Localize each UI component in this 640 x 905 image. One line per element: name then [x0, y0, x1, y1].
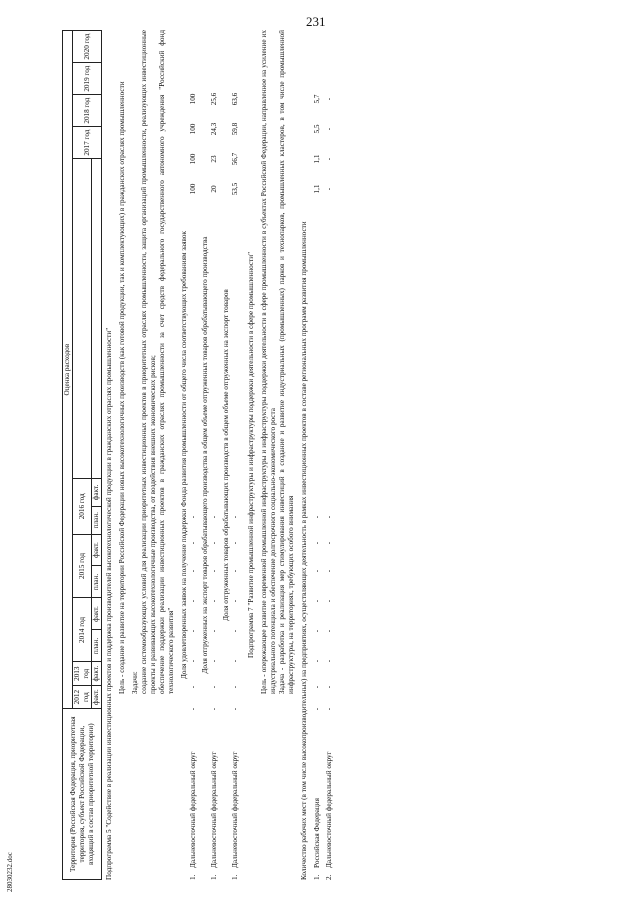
spacer — [73, 159, 92, 479]
value-2017: 20 — [210, 185, 218, 193]
value-2019: 59,8 — [231, 122, 239, 136]
value-2018: 1,1 — [313, 154, 321, 164]
document-body — [105, 30, 337, 880]
year-2016: 2016 год — [73, 479, 92, 534]
indicator-1-title: Доля удовлетворенных заявок на получение поддержки Фонда развития промышленности от общего числа соответствующих требованиям заявок — [180, 231, 188, 679]
value-2020: 63,6 — [231, 92, 239, 106]
row-number: 1. — [210, 874, 218, 880]
year-2013: 2013 год — [73, 662, 92, 685]
table-row: 1. Дальневосточный федеральный округ - - - - - - - - 100 100 100 100 — [189, 30, 201, 880]
value-2019: 100 — [189, 123, 197, 135]
indicator-4-title: Количество рабочих мест (в том числе высокопроизводительных) на предприятиях, осуществляющих деятельность в рамках инвестиционных проектов в составе региональных программ развития промышленности — [300, 221, 308, 880]
value-2018: - — [325, 157, 333, 161]
territory-header: Территория (Российская Федерация, приоритетная территория, субъект Российской Федерации, входящий в состав приоритетной территории) — [63, 709, 102, 880]
subprogram-7-title: Подпрограмма 7 "Развитие промышленной инфраструктуры и инфраструктуры поддержки деятельности в сфере промышленности" — [247, 252, 255, 658]
value-2017: 53,5 — [231, 182, 239, 196]
table-row: 1. Российская Федерация - - - - - - - - 1,1 1,1 5,5 5,7 — [313, 30, 325, 880]
year-2017: 2017 год — [73, 127, 102, 159]
year-2020: 2020 год — [73, 31, 102, 63]
goal-5: Цель - создание и развитие на территории Российской Федерации новых высокотехнологичных производств (как готовой продукции, так и комплектующих) в гражданских отраслях промышленности — [118, 81, 126, 694]
table-row: 2. Дальневосточный федеральный округ - - - - - - - - - - - - — [325, 30, 337, 880]
value-2020: - — [325, 97, 333, 101]
row-territory: Дальневосточный федеральный округ — [231, 751, 239, 868]
sub-fact: факт. — [92, 685, 102, 708]
indicator-2-title: Доля отгруженных на экспорт товаров обрабатывающего производства в общем объеме отгруженных товаров обрабатывающего производства — [201, 236, 209, 674]
task-7: Задача - разработка и реализация мер стимулирования инвестиций в создание и развитие индустриальных (промышленных) парков и технопарков, промышленных кластеров, в том числе промышленной инфраструктуры, на территориях, требующих особого внимания — [278, 30, 295, 694]
value-2020: 5,7 — [313, 94, 321, 104]
tasks-label: Задачи: — [131, 671, 139, 694]
sub-fact: факт. — [92, 598, 102, 630]
value-2018: 100 — [189, 153, 197, 165]
value-2019: 24,3 — [210, 122, 218, 136]
sub-fact: факт. — [92, 534, 102, 566]
row-territory: Российская Федерация — [313, 798, 321, 868]
sub-plan: план. — [92, 630, 102, 662]
value-2017: 100 — [189, 183, 197, 195]
page-number: 231 — [306, 14, 326, 29]
year-2015: 2015 год — [73, 534, 92, 598]
value-2018: 23 — [210, 155, 218, 163]
rotated-document — [62, 30, 622, 880]
row-territory: Дальневосточный федеральный округ — [189, 751, 197, 868]
value-2017: 1,1 — [313, 184, 321, 194]
sub-fact: факт. — [92, 479, 102, 507]
sub-plan: план. — [92, 566, 102, 598]
value-2019: 5,5 — [313, 124, 321, 134]
value-2019: - — [325, 127, 333, 131]
row-number: 1. — [231, 874, 239, 880]
sub-plan: план. — [92, 506, 102, 534]
task-5-1: создание системообразующих условий для реализации приоритетных инвестиционных проектов в приоритетных отраслях промышленности, защита организаций промышленности, реализующих инвестиционные проекты и развивающих высокотехнологичные производства, от воздействия внешних экономических рисков; — [140, 30, 157, 694]
indicator-3-title: Доля отгруженных товаров обрабатывающих производств в общем объеме отгруженных на экспорт товаров — [222, 289, 230, 621]
header-table — [62, 30, 102, 880]
goal-7: Цель - опережающее развитие современной промышленной инфраструктуры и инфраструктуры поддержки деятельности в сфере промышленности в субъектах Российской Федерации, направленное на усиление их индустриального потенциала и обеспечение долгосрочного социально-экономического роста — [260, 30, 277, 694]
value-2017: - — [325, 187, 333, 191]
row-territory: Дальневосточный федеральный округ — [325, 751, 333, 868]
value-2018: 56,7 — [231, 152, 239, 166]
year-2014: 2014 год — [73, 598, 92, 662]
year-2019: 2019 год — [73, 63, 102, 95]
footer-code: 28030232.doc — [6, 852, 14, 892]
year-2018: 2018 год — [73, 95, 102, 127]
value-2020: 100 — [189, 93, 197, 105]
value-2020: 25,6 — [210, 92, 218, 106]
task-5-2: обеспечение поддержки реализации инвестиционных проектов в гражданских отраслях промышленности за счет средств федерального государственного автономного учреждения "Российский фонд технологического развития" — [158, 30, 175, 694]
spacer — [92, 159, 102, 479]
row-territory: Дальневосточный федеральный округ — [210, 751, 218, 868]
table-row: 1. Дальневосточный федеральный округ - - - - - - - - 20 23 24,3 25,6 — [210, 30, 222, 880]
row-number: 2. — [325, 874, 333, 880]
subprogram-5-title: Подпрограмма 5 "Содействие в реализации инвестиционных проектов и поддержка производителей высокотехнологической продукции в гражданских отраслях промышленности" — [105, 327, 113, 880]
table-row: 1. Дальневосточный федеральный округ - - - - - - - - 53,5 56,7 59,8 63,6 — [231, 30, 243, 880]
expense-header: Оценка расходов — [63, 31, 73, 709]
row-number: 1. — [189, 874, 197, 880]
sub-fact: факт. — [92, 662, 102, 685]
year-2012: 2012 год — [73, 685, 92, 708]
row-number: 1. — [313, 874, 321, 880]
